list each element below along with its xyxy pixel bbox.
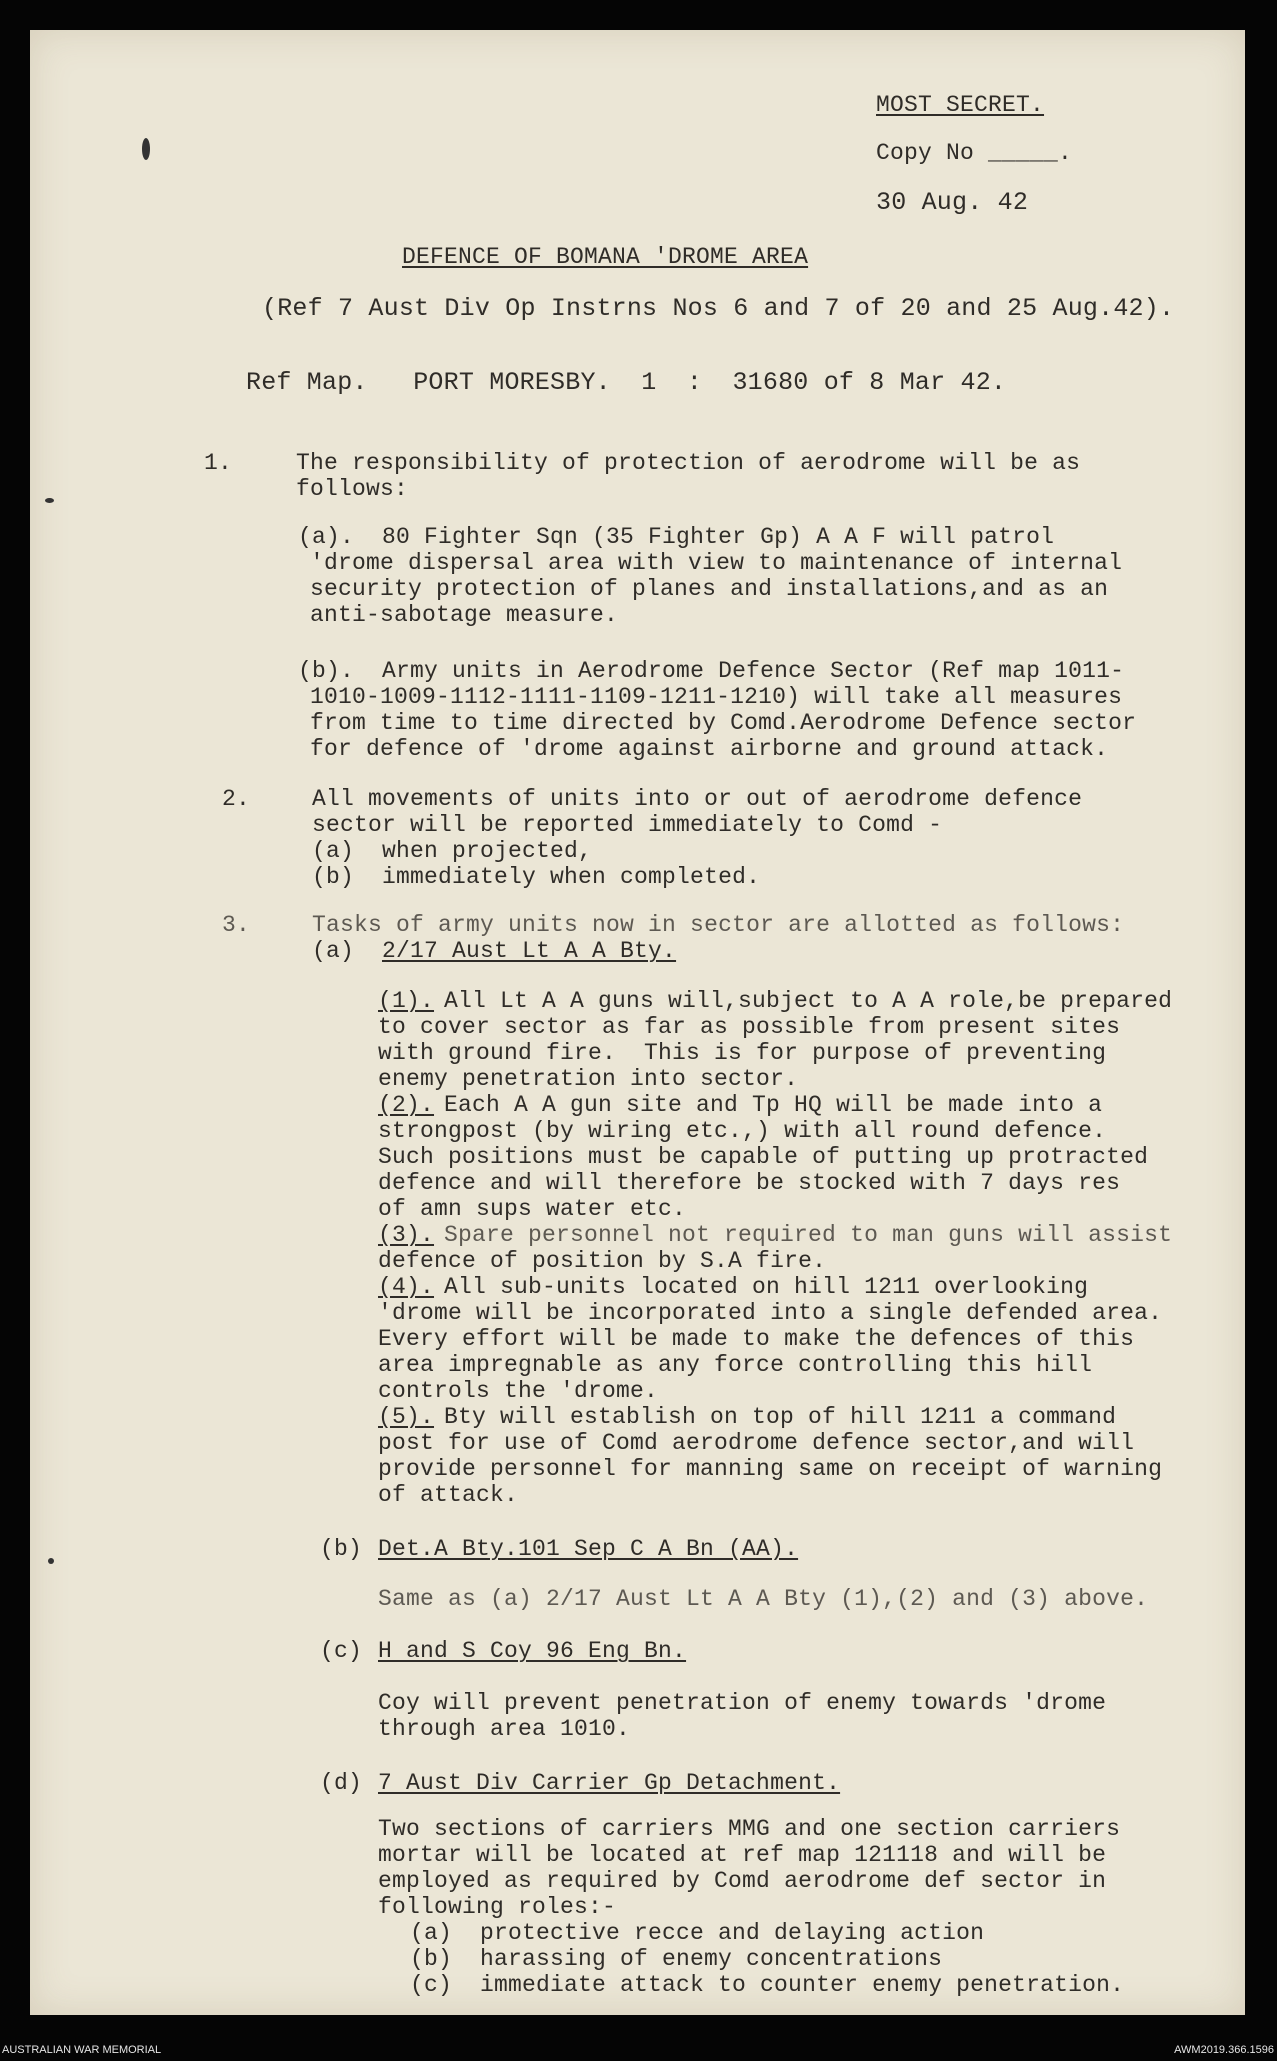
sub-line: defence and will therefore be stocked with 7 days res: [378, 1170, 1121, 1196]
para1b-line: from time to time directed by Comd.Aerodrome Defence sector: [310, 710, 1137, 736]
para1-line: The responsibility of protection of aerodrome will be as: [296, 450, 1081, 476]
sub-line: Every effort will be made to make the defences of this: [378, 1326, 1135, 1352]
para3-intro: Tasks of army units now in sector are allotted as follows:: [312, 912, 1125, 938]
para1-number: 1.: [204, 450, 233, 476]
para3d-line: employed as required by Comd aerodrome def sector in: [378, 1868, 1107, 1894]
ink-mark: [48, 1558, 54, 1564]
document-date: 30 Aug. 42: [876, 188, 1029, 217]
ink-mark: [142, 138, 150, 160]
sub-number: (1).: [378, 988, 435, 1014]
sub-line: of attack.: [378, 1482, 519, 1508]
para3c-line: through area 1010.: [378, 1716, 631, 1742]
sub-line: Such positions must be capable of putting up protracted: [378, 1144, 1149, 1170]
para3d-line: mortar will be located at ref map 121118 and will be: [378, 1842, 1107, 1868]
para2-line: All movements of units into or out of aerodrome defence: [312, 786, 1083, 812]
para3d-line: Two sections of carriers MMG and one section carriers: [378, 1816, 1121, 1842]
para3c-line: Coy will prevent penetration of enemy towards 'drome: [378, 1690, 1107, 1716]
para1-line: follows:: [296, 476, 409, 502]
archive-credit: AUSTRALIAN WAR MEMORIAL: [2, 2044, 162, 2056]
sub-number: (4).: [378, 1274, 435, 1300]
sub-line: 'drome will be incorporated into a single defended area.: [378, 1300, 1163, 1326]
para3d-item: (c) immediate attack to counter enemy penetration.: [410, 1972, 1125, 1998]
sub-number: (2).: [378, 1092, 435, 1118]
sub-line: Bty will establish on top of hill 1211 a command: [444, 1404, 1117, 1430]
para1b-line: 1010-1009-1112-1111-1109-1211-1210) will take all measures: [310, 684, 1123, 710]
classification-stamp: MOST SECRET.: [876, 92, 1045, 118]
para3b-text: Same as (a) 2/17 Aust Lt A A Bty (1),(2) and (3) above.: [378, 1586, 1149, 1612]
reference-line: (Ref 7 Aust Div Op Instrns Nos 6 and 7 of 20 and 25 Aug.42).: [262, 294, 1175, 323]
para3c-heading: H and S Coy 96 Eng Bn.: [378, 1638, 687, 1664]
para2-line: sector will be reported immediately to Comd -: [312, 812, 943, 838]
para3b-label: (b): [320, 1536, 363, 1562]
para1b-line: (b). Army units in Aerodrome Defence Sector (Ref map 1011-: [298, 658, 1125, 684]
ref-map-line: Ref Map. PORT MORESBY. 1 : 31680 of 8 Mar 42.: [246, 368, 1007, 397]
sub-line: Each A A gun site and Tp HQ will be made into a: [444, 1092, 1103, 1118]
para3d-heading: 7 Aust Div Carrier Gp Detachment.: [378, 1770, 841, 1796]
document-title: DEFENCE OF BOMANA 'DROME AREA: [402, 244, 809, 270]
sub-line: All sub-units located on hill 1211 overlooking: [444, 1274, 1089, 1300]
para3d-item: (b) harassing of enemy concentrations: [410, 1946, 943, 1972]
para1a-line: anti-sabotage measure.: [310, 602, 619, 628]
para3a-label: (a): [312, 938, 355, 964]
para3c-label: (c): [320, 1638, 363, 1664]
sub-line: area impregnable as any force controlling this hill: [378, 1352, 1093, 1378]
document-page: [30, 30, 1245, 2015]
sub-line: defence of position by S.A fire.: [378, 1248, 827, 1274]
copy-number: Copy No _____.: [876, 140, 1073, 166]
para1a-line: security protection of planes and installations,and as an: [310, 576, 1109, 602]
sub-line: strongpost (by wiring etc.,) with all round defence.: [378, 1118, 1107, 1144]
para1b-line: for defence of 'drome against airborne and ground attack.: [310, 736, 1109, 762]
sub-line: post for use of Comd aerodrome defence sector,and will: [378, 1430, 1135, 1456]
sub-line: Spare personnel not required to man guns will assist: [444, 1222, 1173, 1248]
sub-number: (5).: [378, 1404, 435, 1430]
para2-item: (b) immediately when completed.: [312, 864, 761, 890]
sub-line: controls the 'drome.: [378, 1378, 659, 1404]
para3a-heading: 2/17 Aust Lt A A Bty.: [382, 938, 677, 964]
para2-number: 2.: [222, 786, 251, 812]
para2-item: (a) when projected,: [312, 838, 593, 864]
sub-line: provide personnel for manning same on receipt of warning: [378, 1456, 1163, 1482]
para3d-line: following roles:-: [378, 1894, 617, 1920]
ink-mark: [45, 498, 54, 503]
para1a-line: (a). 80 Fighter Sqn (35 Fighter Gp) A A F will patrol: [298, 524, 1055, 550]
sub-line: to cover sector as far as possible from present sites: [378, 1014, 1121, 1040]
para3d-label: (d): [320, 1770, 363, 1796]
archive-reference-number: AWM2019.366.1596: [1174, 2044, 1274, 2056]
para3-number: 3.: [222, 912, 251, 938]
sub-line: with ground fire. This is for purpose of preventing: [378, 1040, 1107, 1066]
sub-line: enemy penetration into sector.: [378, 1066, 799, 1092]
sub-number: (3).: [378, 1222, 435, 1248]
para1a-line: 'drome dispersal area with view to maintenance of internal: [310, 550, 1123, 576]
sub-line: All Lt A A guns will,subject to A A role,be prepared: [444, 988, 1173, 1014]
para3d-item: (a) protective recce and delaying action: [410, 1920, 985, 1946]
para3b-heading: Det.A Bty.101 Sep C A Bn (AA).: [378, 1536, 799, 1562]
sub-line: of amn sups water etc.: [378, 1196, 687, 1222]
